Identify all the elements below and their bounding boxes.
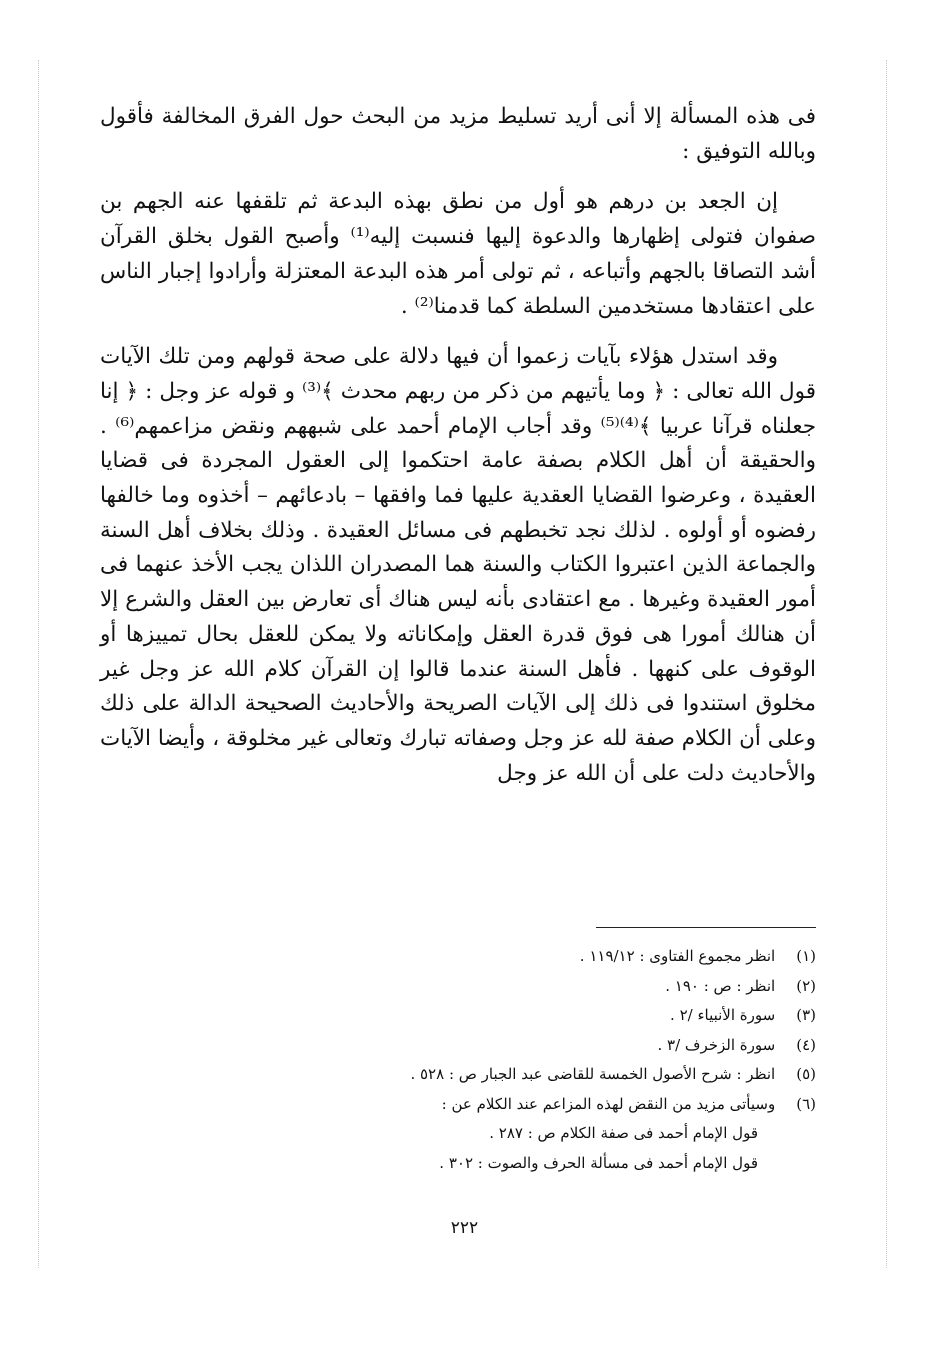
footnote-4 <box>300 1031 816 1061</box>
footnote-6-sub-2: قول الإمام أحمد فى مسألة الحرف والصوت : ٣٠٢ . <box>439 1153 758 1172</box>
footnote-1 <box>300 942 816 972</box>
footnote-divider <box>596 927 816 928</box>
footnote-text: انظر : شرح الأصول الخمسة للقاضى عبد الجبار ص : ٥٢٨ . <box>410 1065 776 1083</box>
footnote-3 <box>300 1001 816 1031</box>
footnote-text: وسيأتى مزيد من النقض لهذه المزاعم عند الكلام عن : <box>441 1094 776 1113</box>
footnote-2 <box>300 972 816 1002</box>
footnote-6-sub-1: قول الإمام أحمد فى صفة الكلام ص : ٢٨٧ . <box>489 1124 758 1142</box>
right-margin-dots <box>886 60 887 1268</box>
footnote-number: (٦) <box>796 1094 816 1113</box>
footnote-number: (٥) <box>796 1065 816 1083</box>
paragraph-3: وقد استدل هؤلاء بآيات زعموا أن فيها دلالة على صحة قولهم ومن تلك الآيات قول الله تعالى : ﴿ وما يأتيهم من ذكر من ربهم محدث ﴾⁽³⁾ و قوله عز وجل : ﴿ إنا جعلناه قرآنا عربيا ﴾⁽⁴⁾⁽⁵⁾ وقد أجاب الإمام أحمد على شبههم ونقض مزاعمهم⁽⁶⁾ . والحقيقة أن أهل الكلام بصفة عامة احتكموا إلى العقول المجردة فى قضايا العقيدة ، وعرضوا القضايا العقدية عليها فما وافقها – بادعائهم – أخذوه وما خالفها رفضوه أو أولوه . لذلك نجد تخبطهم فى مسائل العقيدة . وذلك بخلاف أهل السنة والجماعة الذين اعتبروا الكتاب والسنة هما المصدران اللذان يجب الأخذ عنهما فى أمور العقيدة وغيرها . مع اعتقادى بأنه ليس هناك أى تعارض بين العقل والشرع إلا أن هنالك أمورا هى فوق قدرة العقل وإمكاناته ولا يمكن للعقل بحال تمييزها أو الوقوف على كنهها . فأهل السنة عندما قالوا إن القرآن كلام الله عز وجل غير مخلوق استندوا فى ذلك إلى الآيات الصريحة والأحاديث الصحيحة الدالة على ذلك وعلى أن الكلام صفة لله عز وجل وصفاته تبارك وتعالى غير مخلوقة ، وأيضا الآيات والأحاديث دلت على أن الله عز وجل <box>100 344 817 786</box>
footnotes <box>300 942 816 1178</box>
footnote-number: (٢) <box>796 976 816 995</box>
main-text <box>100 100 816 791</box>
left-margin-dots <box>38 60 39 1268</box>
footnote-5 <box>300 1060 816 1090</box>
footnote-number: (٣) <box>796 1006 816 1024</box>
paragraph-1: فى هذه المسألة إلا أنى أريد تسليط مزيد من البحث حول الفرق المخالفة فأقول وبالله التوفيق : <box>100 104 816 164</box>
footnote-text: انظر : ص : ١٩٠ . <box>665 976 776 995</box>
footnote-number: (٤) <box>796 1035 816 1054</box>
footnote-text: سورة الزخرف /٣ . <box>657 1035 776 1054</box>
paragraph-2: إن الجعد بن درهم هو أول من نطق بهذه البدعة ثم تلقفها عنه الجهم بن صفوان فتولى إظهارها والدعوة إليها فنسبت إليه⁽¹⁾ وأصبح القول بخلق القرآن أشد التصاقا بالجهم وأتباعه ، ثم تولى أمر هذه البدعة المعتزلة وأرادوا إجبار الناس على اعتقادها مستخدمين السلطة كما قدمنا⁽²⁾ . <box>100 189 816 319</box>
footnote-text: انظر مجموع الفتاوى : ١١٩/١٢ . <box>579 947 776 965</box>
footnote-6 <box>300 1090 816 1120</box>
page-number: ٢٢٢ <box>450 1218 479 1238</box>
footnote-number: (١) <box>796 947 816 965</box>
footnote-text: سورة الأنبياء /٢ . <box>670 1006 776 1024</box>
